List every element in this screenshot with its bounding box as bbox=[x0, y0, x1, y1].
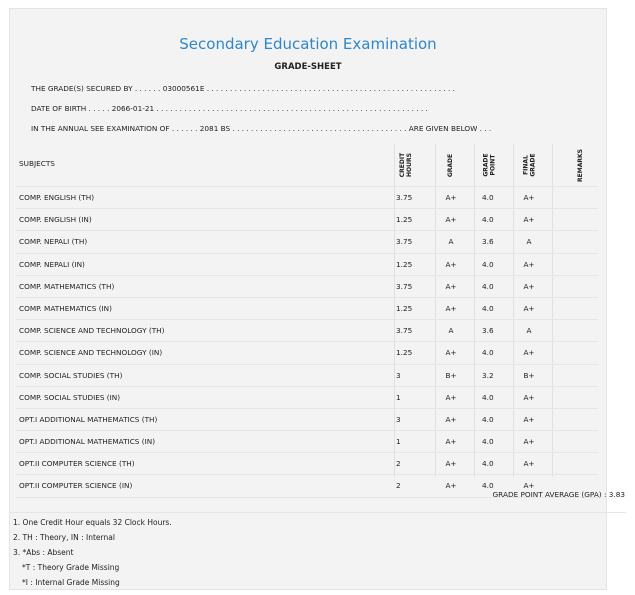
table-row bbox=[16, 298, 598, 320]
dob-label: DATE OF BIRTH . . . . . bbox=[31, 104, 112, 113]
table-row bbox=[16, 320, 598, 342]
dob-line bbox=[31, 104, 428, 113]
grade-point-cell: 4.0 bbox=[482, 348, 494, 358]
grade-point-cell: 4.0 bbox=[482, 193, 494, 202]
table-row bbox=[16, 431, 598, 453]
grade-point-cell: 4.0 bbox=[482, 215, 494, 225]
table-row bbox=[16, 409, 598, 431]
note-item: 3. *Abs : Absent bbox=[13, 548, 74, 557]
subject-cell: COMP. SCIENCE AND TECHNOLOGY (TH) bbox=[19, 326, 165, 336]
grade-cell: A+ bbox=[445, 259, 457, 269]
subject-cell: COMP. NEPALI (IN) bbox=[19, 259, 85, 269]
credit-hours-cell: 3.75 bbox=[396, 237, 413, 247]
grade-point-cell: 3.2 bbox=[482, 370, 494, 380]
gpa-value: 3.83 bbox=[608, 490, 625, 499]
secured-by-label: THE GRADE(S) SECURED BY . . . . . . bbox=[31, 84, 163, 93]
subjects-header: SUBJECTS bbox=[19, 159, 55, 168]
final-grade-cell: A+ bbox=[523, 281, 535, 291]
exam-title: Secondary Education Examination bbox=[179, 35, 437, 53]
credit-hours-cell: 2 bbox=[396, 459, 401, 469]
subject-cell: OPT.II COMPUTER SCIENCE (IN) bbox=[19, 481, 133, 491]
table-row bbox=[16, 209, 598, 231]
subject-cell: COMP. SOCIAL STUDIES (IN) bbox=[19, 392, 121, 402]
grade-cell: A bbox=[448, 237, 454, 247]
dob-value: 2066-01-21 bbox=[111, 104, 155, 113]
final-grade-cell: A+ bbox=[523, 414, 535, 424]
final-grade-cell: A+ bbox=[523, 348, 535, 358]
subject-cell: OPT.I ADDITIONAL MATHEMATICS (TH) bbox=[19, 414, 158, 424]
credit-hours-cell: 1 bbox=[396, 437, 401, 447]
grade-point-cell: 4.0 bbox=[482, 459, 494, 469]
remarks-header: REMARKS bbox=[576, 148, 584, 182]
table-row bbox=[16, 276, 598, 298]
gpa-label: GRADE POINT AVERAGE (GPA) : bbox=[492, 490, 609, 499]
gpa-line bbox=[493, 490, 625, 499]
credit-hours-cell: 1.25 bbox=[396, 259, 413, 269]
grade-cell: A+ bbox=[445, 348, 457, 358]
grade-header: GRADE bbox=[447, 153, 455, 177]
grade-cell: A+ bbox=[445, 414, 457, 424]
secured-by-line bbox=[31, 84, 455, 93]
final-grade-cell: A+ bbox=[523, 481, 535, 491]
subject-cell: COMP. ENGLISH (TH) bbox=[19, 193, 95, 202]
grade-point-cell: 4.0 bbox=[482, 259, 494, 269]
grade-cell: A+ bbox=[445, 215, 457, 225]
credit-hours-cell: 2 bbox=[396, 481, 401, 491]
subject-cell: COMP. MATHEMATICS (IN) bbox=[19, 303, 112, 313]
grade-point-cell: 3.6 bbox=[482, 326, 494, 336]
final-grade-cell: B+ bbox=[523, 370, 535, 380]
credit-hours-cell: 1 bbox=[396, 392, 401, 402]
grade-cell: A+ bbox=[445, 392, 457, 402]
notes-list bbox=[13, 515, 172, 590]
credit-hours-cell: 3 bbox=[396, 370, 401, 380]
final-grade-cell: A+ bbox=[523, 259, 535, 269]
table-row bbox=[16, 187, 598, 209]
credit-hours-cell: 1.25 bbox=[396, 215, 413, 225]
grade-cell: A+ bbox=[445, 437, 457, 447]
grade-cell: B+ bbox=[445, 370, 457, 380]
grades-table bbox=[16, 144, 598, 498]
grade-cell: A+ bbox=[445, 459, 457, 469]
subject-cell: OPT.II COMPUTER SCIENCE (TH) bbox=[19, 459, 135, 469]
subject-cell: COMP. ENGLISH (IN) bbox=[19, 215, 92, 225]
grade-point-cell: 4.0 bbox=[482, 481, 494, 491]
credit-hours-cell: 3.75 bbox=[396, 193, 413, 202]
grade-cell: A+ bbox=[445, 281, 457, 291]
final-grade-header: FINAL GRADE bbox=[523, 153, 537, 177]
note-item: 2. TH : Theory, IN : Internal bbox=[13, 533, 115, 542]
grade-point-cell: 4.0 bbox=[482, 392, 494, 402]
table-row bbox=[16, 231, 598, 253]
grade-cell: A+ bbox=[445, 481, 457, 491]
footer-divider bbox=[9, 512, 626, 513]
table-body bbox=[16, 187, 598, 498]
grade-point-cell: 4.0 bbox=[482, 281, 494, 291]
note-item: *T : Theory Grade Missing bbox=[22, 563, 120, 572]
final-grade-cell: A+ bbox=[523, 437, 535, 447]
secured-by-dots: . . . . . . . . . . . . . . . . . . . . . . . . . . . . . . . . . . . . . . . . . . . . . . . . . . . . . . bbox=[204, 84, 455, 93]
table-row bbox=[16, 365, 598, 387]
dob-dots: . . . . . . . . . . . . . . . . . . . . . . . . . . . . . . . . . . . . . . . . . . . . . . . . . . . . . . . . . . . bbox=[154, 104, 428, 113]
subject-cell: COMP. SCIENCE AND TECHNOLOGY (IN) bbox=[19, 348, 163, 358]
subject-cell: OPT.I ADDITIONAL MATHEMATICS (IN) bbox=[19, 437, 156, 447]
table-row bbox=[16, 342, 598, 364]
exam-dots: . . . . . . . . . . . . . . . . . . . . . . . . . . . . . . . . . . . . . . ARE GIVEN BELOW . . . bbox=[230, 124, 492, 133]
final-grade-cell: A+ bbox=[523, 392, 535, 402]
symbol-number: 03000561E bbox=[162, 84, 205, 93]
final-grade-cell: A bbox=[526, 237, 532, 247]
final-grade-cell: A+ bbox=[523, 193, 535, 202]
exam-year: 2081 BS bbox=[199, 124, 231, 133]
table-row bbox=[16, 387, 598, 409]
grade-point-header: GRADE POINT bbox=[483, 153, 497, 177]
final-grade-cell: A+ bbox=[523, 215, 535, 225]
credit-hours-cell: 3.75 bbox=[396, 326, 413, 336]
grade-sheet-heading: GRADE-SHEET bbox=[274, 62, 342, 72]
table-row bbox=[16, 254, 598, 276]
credit-hours-cell: 1.25 bbox=[396, 348, 413, 358]
note-item: *I : Internal Grade Missing bbox=[22, 578, 120, 587]
credit-hours-cell: 1.25 bbox=[396, 303, 413, 313]
subject-cell: COMP. NEPALI (TH) bbox=[19, 237, 88, 247]
table-row bbox=[16, 453, 598, 475]
final-grade-cell: A+ bbox=[523, 459, 535, 469]
final-grade-cell: A bbox=[526, 326, 532, 336]
grade-cell: A bbox=[448, 326, 454, 336]
exam-label: IN THE ANNUAL SEE EXAMINATION OF . . . . . . bbox=[31, 124, 200, 133]
note-item: 1. One Credit Hour equals 32 Clock Hours. bbox=[13, 518, 172, 527]
grade-point-cell: 4.0 bbox=[482, 303, 494, 313]
table-header bbox=[16, 144, 598, 187]
grade-cell: A+ bbox=[445, 193, 457, 202]
grade-point-cell: 4.0 bbox=[482, 437, 494, 447]
grade-cell: A+ bbox=[445, 303, 457, 313]
credit-hours-cell: 3.75 bbox=[396, 281, 413, 291]
grade-point-cell: 3.6 bbox=[482, 237, 494, 247]
grade-point-cell: 4.0 bbox=[482, 414, 494, 424]
final-grade-cell: A+ bbox=[523, 303, 535, 313]
credit-hours-cell: 3 bbox=[396, 414, 401, 424]
subject-cell: COMP. SOCIAL STUDIES (TH) bbox=[19, 370, 123, 380]
subject-cell: COMP. MATHEMATICS (TH) bbox=[19, 281, 115, 291]
credit-hours-header: CREDIT HOURS bbox=[399, 152, 413, 178]
exam-line bbox=[31, 124, 491, 133]
